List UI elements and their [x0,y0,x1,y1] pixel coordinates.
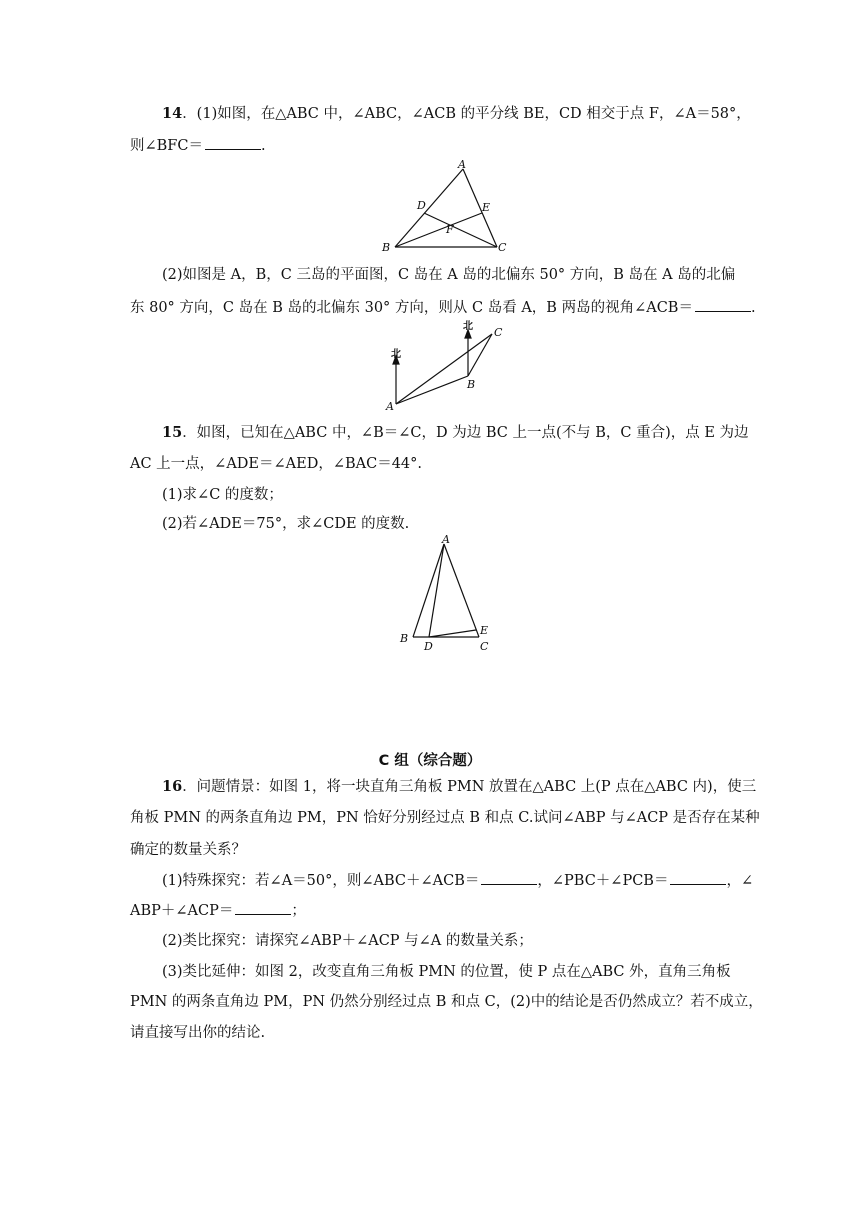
q15-sub-2-text: (2)若∠ADE＝75°，求∠CDE 的度数. [162,516,410,532]
q16-answer-blank-2[interactable] [670,870,726,885]
q14-line-1 [162,104,751,124]
fig2-segment-bc [468,334,492,376]
section-c-heading: C 组（综合题） [378,753,482,769]
q14-line-2 [130,135,266,156]
q16-sub-3-text-3: 请直接写出你的结论. [130,1025,266,1041]
q14-period-1: . [260,138,266,154]
fig1-label-a: A [458,158,466,171]
fig2-label-a: A [386,400,394,413]
fig1-label-c: C [498,241,507,254]
q16-sub-3-text-1: (3)类比延伸：如图 2，改变直角三角板 PMN 的位置，使 P 点在△ABC 外，直角三角板 [162,964,731,980]
q15-line-1 [162,423,749,443]
q15-sub-2 [162,514,409,534]
q14-part2-line-1 [162,265,735,285]
q14-part2-line-2 [130,297,756,318]
q16-sub-1-mid: ，∠PBC＋∠PCB＝ [537,873,669,889]
q16-sub-3-line-1 [162,962,731,982]
q14-answer-blank-1[interactable] [205,135,261,150]
q16-sub-2-text: (2)类比探究：请探究∠ABP＋∠ACP 与∠A 的数量关系； [162,933,533,949]
fig1-segment-cd [424,213,497,247]
fig3-label-e: E [480,624,489,637]
q15-sub-1 [162,485,283,505]
q15-number: 15 [162,424,183,441]
fig1-side-ac [463,169,497,247]
q14-period-2: . [750,300,756,316]
fig2-segment-ac [396,334,492,404]
fig3-side-ac [444,544,479,637]
q14-number: 14 [162,105,183,122]
q16-answer-blank-1[interactable] [481,870,537,885]
fig3-label-b: B [400,632,409,645]
q15-text-2: AC 上一点，∠ADE＝∠AED，∠BAC＝44°. [130,456,423,472]
q16-text-1: ．问题情景：如图 1，将一块直角三角板 PMN 放置在△ABC 上(P 点在△ABC 内)，使三 [182,779,757,795]
fig3-side-ab [413,544,444,637]
q16-sub-3-line-2 [130,992,763,1012]
q16-sub-1-line-2-prefix: ABP＋∠ACP＝ [130,903,234,919]
q16-text-3: 确定的数量关系？ [130,842,246,858]
q16-sub-3-line-3 [130,1023,265,1043]
q14-part1-text-2: 则∠BFC＝ [130,138,203,154]
q15-sub-1-text: (1)求∠C 的度数； [162,487,283,503]
fig1-label-b: B [382,241,391,254]
q16-sub-1-line-2-suffix: ； [291,903,306,919]
fig3-label-a: A [442,534,450,546]
q14-part2-text-2: 东 80° 方向，C 岛在 B 岛的北偏东 30° 方向，则从 C 岛看 A，B 两岛的视角∠ACB＝ [130,300,693,316]
q16-sub-1 [162,870,753,891]
q14-figure-islands [380,318,510,413]
q16-sub-2 [162,931,533,951]
fig2-segment-ab [396,376,468,404]
fig1-segment-be [395,213,482,247]
fig3-label-c: C [480,640,489,653]
q16-line-2 [130,808,760,828]
fig1-label-e: E [482,201,491,214]
q15-text-1: ．如图，已知在△ABC 中，∠B＝∠C，D 为边 BC 上一点(不与 B，C 重合)，点 E 为边 [182,425,749,441]
q16-sub-1-end: ，∠ [726,873,754,889]
fig2-label-north-b: 北 [463,321,473,332]
q14-part1-text-1: ．(1)如图，在△ABC 中，∠ABC，∠ACB 的平分线 BE，CD 相交于点 F，∠A＝58°， [182,106,751,122]
q15-line-2 [130,454,422,474]
q15-figure-triangle [394,534,494,654]
q14-figure-triangle [378,158,518,256]
q16-answer-blank-3[interactable] [235,900,291,915]
fig2-label-north-a: 北 [391,349,401,360]
q16-line-3 [130,840,246,860]
fig1-label-d: D [417,199,426,212]
q16-text-2: 角板 PMN 的两条直角边 PM，PN 恰好分别经过点 B 和点 C.试问∠ABP 与∠ACP 是否存在某种 [130,810,760,826]
fig3-segment-de [429,630,476,637]
fig2-label-b: B [467,378,476,391]
fig1-label-f: F [446,223,454,236]
q14-answer-blank-2[interactable] [695,297,751,312]
q16-sub-1-prefix: (1)特殊探究：若∠A＝50°，则∠ABC＋∠ACB＝ [162,873,480,889]
fig3-label-d: D [424,640,433,653]
q16-number: 16 [162,778,183,795]
fig3-segment-ad [429,544,444,637]
q14-part2-text-1: (2)如图是 A，B，C 三岛的平面图，C 岛在 A 岛的北偏东 50° 方向，B 岛在 A 岛的北偏 [162,267,736,283]
q16-line-1 [162,777,756,797]
q16-sub-1-line-2 [130,900,306,921]
fig2-label-c: C [494,326,503,339]
q16-sub-3-text-2: PMN 的两条直角边 PM，PN 仍然分别经过点 B 和点 C，(2)中的结论是否仍然成立？若不成立， [130,994,763,1010]
